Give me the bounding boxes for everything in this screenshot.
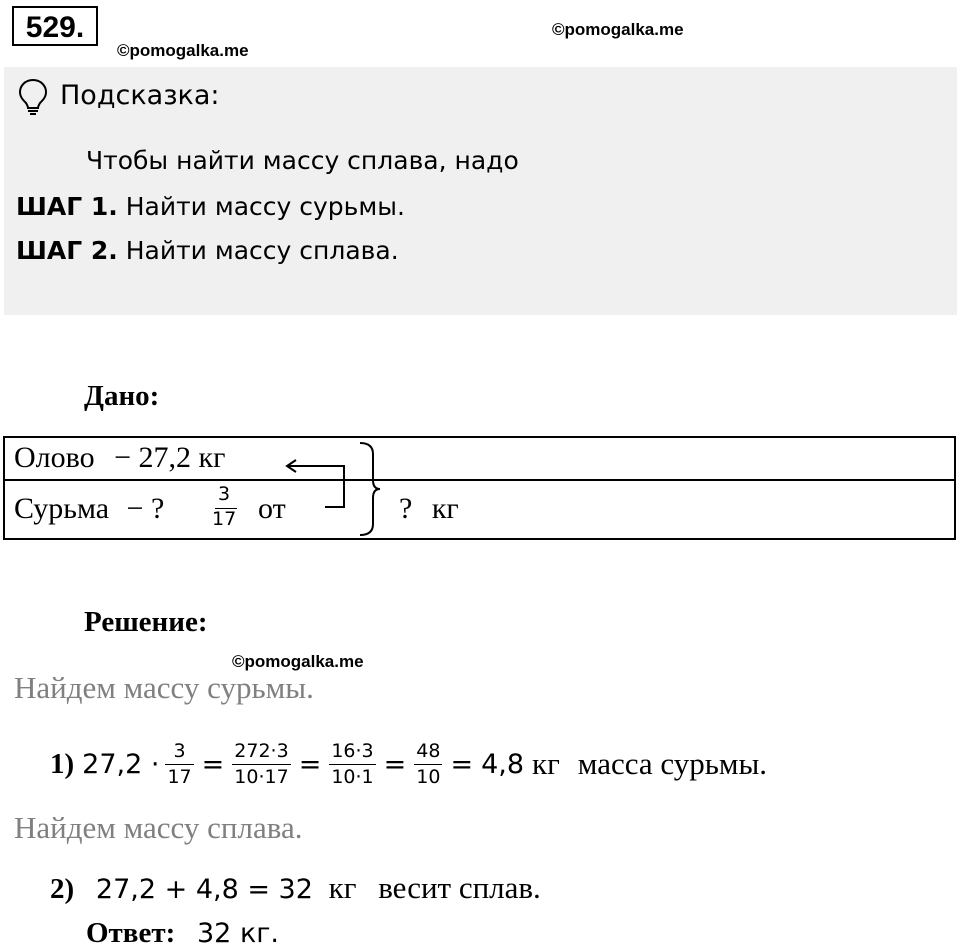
step-text: Найти массу сурьмы. [125, 192, 405, 221]
fraction [165, 739, 193, 788]
step1-equation [50, 734, 767, 794]
step1-note: Найдем массу сурьмы. [14, 670, 314, 705]
solution-heading: Решение: [84, 606, 208, 638]
lightbulb-icon [18, 78, 48, 116]
given-heading: Дано: [84, 380, 160, 412]
question-mark: ? [150, 492, 165, 525]
alloy-mass-unknown [399, 492, 459, 526]
hint-step-1 [16, 192, 405, 221]
numerator: 272·3 [232, 742, 290, 765]
hint-step-2 [16, 236, 399, 265]
given-row-antimony [14, 492, 164, 526]
question-mark: ? [399, 492, 413, 525]
fraction-3-17 [210, 485, 238, 529]
numerator: 48 [414, 742, 442, 765]
denominator: 17 [167, 765, 192, 788]
denominator: 10·17 [234, 765, 289, 788]
step-label: ШАГ 1. [16, 192, 118, 221]
denominator: 17 [212, 508, 237, 530]
equals-sign: = [450, 748, 474, 780]
unit: кг [532, 746, 560, 781]
of-word: от [258, 492, 286, 525]
watermark: ©pomogalka.me [117, 41, 249, 60]
expression: 27,2 + 4,8 = 32 [95, 874, 313, 905]
fraction [414, 739, 442, 788]
equals-sign: = [298, 748, 322, 780]
equals-sign: = [201, 748, 225, 780]
dash: − [126, 492, 144, 525]
step-number: 1) [50, 747, 75, 780]
step-label: ШАГ 2. [16, 236, 118, 265]
dash: − [114, 441, 132, 474]
step-number: 2) [50, 873, 75, 905]
table-divider [3, 479, 956, 481]
given-row-tin [14, 441, 225, 475]
watermark: ©pomogalka.me [232, 652, 364, 671]
tin-mass: 27,2 кг [138, 441, 226, 474]
hint-title: Подсказка: [60, 80, 220, 111]
fraction [232, 739, 290, 788]
answer-label: Ответ: [86, 917, 176, 949]
answer-value: 32 кг. [197, 918, 280, 949]
equals-sign: = [383, 748, 407, 780]
numerator: 16·3 [329, 742, 375, 765]
numerator: 3 [218, 483, 231, 505]
result-value: 4,8 [481, 748, 525, 780]
step2-equation [50, 870, 541, 906]
numerator: 3 [165, 742, 193, 765]
denominator: 10·1 [331, 765, 374, 788]
relation-arrow [280, 440, 390, 540]
step2-note: Найдем массу сплава. [14, 810, 303, 845]
unit: кг [328, 870, 357, 905]
denominator: 10 [416, 765, 441, 788]
fraction-bar [215, 508, 237, 509]
fraction [329, 739, 375, 788]
expression-start: 27,2 · [82, 748, 160, 780]
substance-name: Олово [14, 441, 95, 474]
hint-intro: Чтобы найти массу сплава, надо [86, 146, 519, 175]
unit: кг [431, 492, 459, 525]
step-comment: масса сурьмы. [577, 746, 768, 781]
step-comment: весит сплав. [378, 870, 541, 905]
watermark: ©pomogalka.me [552, 20, 684, 39]
step-text: Найти массу сплава. [125, 236, 399, 265]
problem-number: 529. [12, 6, 98, 46]
substance-name: Сурьма [14, 492, 110, 525]
answer-line [86, 914, 279, 950]
